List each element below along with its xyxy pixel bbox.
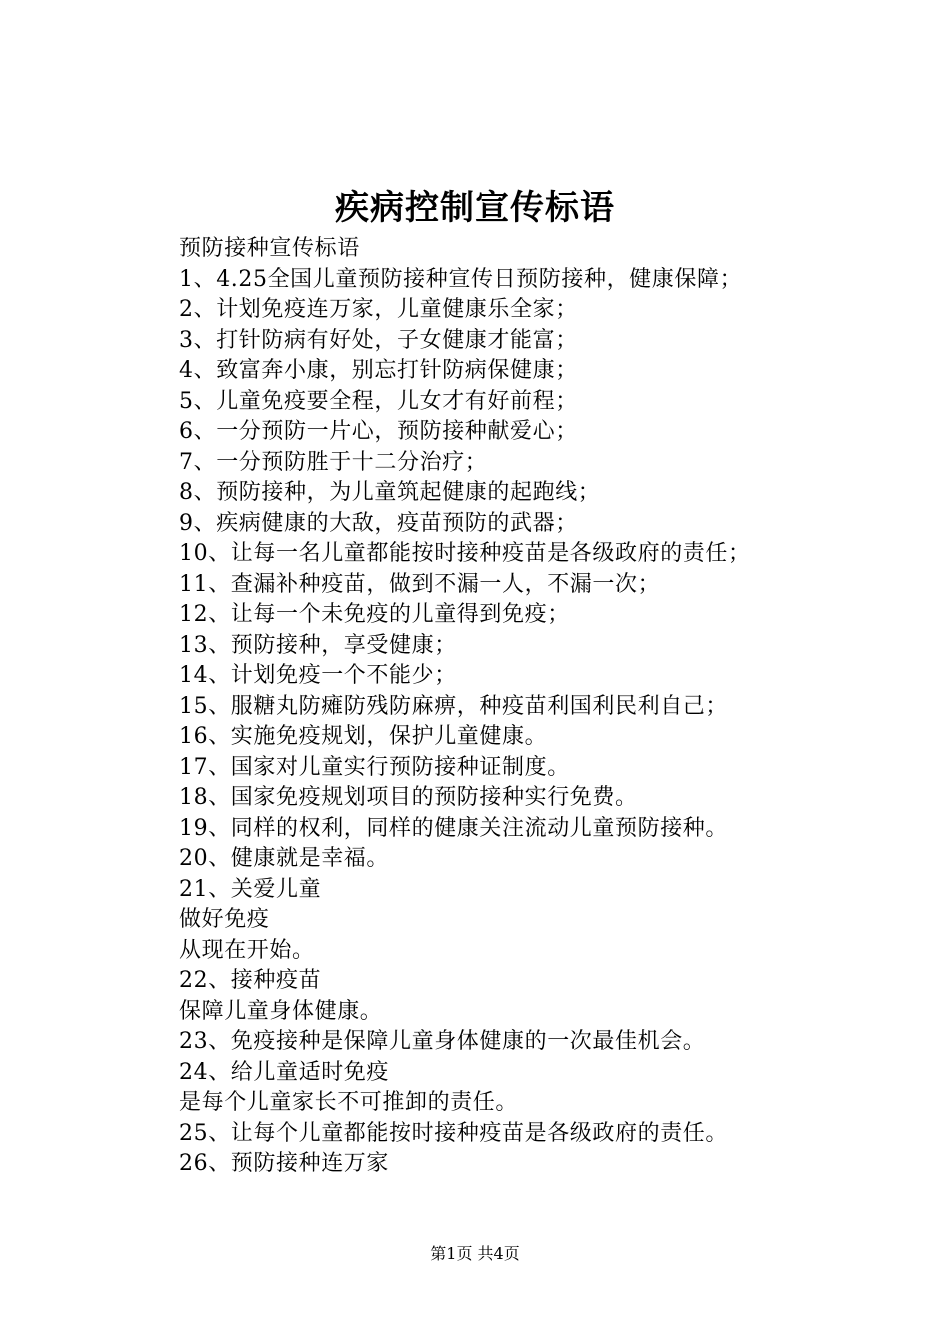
slogan-line: 是每个儿童家长不可推卸的责任。 <box>179 1090 519 1115</box>
slogan-line: 2、计划免疫连万家，儿童健康乐全家； <box>179 297 578 322</box>
slogan-line: 16、实施免疫规划，保护儿童健康。 <box>179 724 548 749</box>
document-title: 疾病控制宣传标语 <box>335 188 615 228</box>
slogan-line: 4、致富奔小康，别忘打针防病保健康； <box>179 358 578 383</box>
slogan-line: 3、打针防病有好处，子女健康才能富； <box>179 327 578 353</box>
page-footer: 第1页 共4页 <box>430 1244 520 1263</box>
slogan-line: 5、儿童免疫要全程，儿女才有好前程； <box>179 388 578 414</box>
slogan-line: 6、一分预防一片心，预防接种献爱心； <box>179 419 578 444</box>
slogan-line: 17、国家对儿童实行预防接种证制度。 <box>179 754 570 780</box>
slogan-list <box>179 234 919 1180</box>
slogan-line: 11、查漏补种疫苗，做到不漏一人，不漏一次； <box>179 571 661 597</box>
slogan-line: 15、服糖丸防瘫防残防麻痹，种疫苗利国利民利自己； <box>179 693 728 719</box>
slogan-line: 7、一分预防胜于十二分治疗； <box>179 449 488 475</box>
slogan-line: 18、国家免疫规划项目的预防接种实行免费。 <box>179 785 638 810</box>
slogan-line: 21、关爱儿童 <box>179 876 322 902</box>
slogan-line: 19、同样的权利，同样的健康关注流动儿童预防接种。 <box>179 815 728 841</box>
slogan-line: 做好免疫 <box>179 907 270 932</box>
slogan-line: 1、4.25全国儿童预防接种宣传日预防接种，健康保障； <box>179 266 743 292</box>
slogan-line: 10、让每一名儿童都能按时接种疫苗是各级政府的责任； <box>179 541 751 566</box>
slogan-line: 22、接种疫苗 <box>179 968 322 993</box>
slogan-line: 24、给儿童适时免疫 <box>179 1059 389 1085</box>
slogan-line: 26、预防接种连万家 <box>179 1151 389 1176</box>
slogan-line: 从现在开始。 <box>179 937 315 963</box>
slogan-line: 12、让每一个未免疫的儿童得到免疫； <box>179 602 570 627</box>
slogan-line: 14、计划免疫一个不能少； <box>179 663 457 688</box>
slogan-line: 保障儿童身体健康。 <box>179 998 383 1024</box>
slogan-line: 23、免疫接种是保障儿童身体健康的一次最佳机会。 <box>179 1029 706 1054</box>
slogan-line: 25、让每个儿童都能按时接种疫苗是各级政府的责任。 <box>179 1120 728 1146</box>
slogan-line: 13、预防接种，享受健康； <box>179 632 457 658</box>
section-heading: 预防接种宣传标语 <box>179 236 360 261</box>
slogan-line: 8、预防接种，为儿童筑起健康的起跑线； <box>179 480 601 505</box>
slogan-line: 9、疾病健康的大敌，疫苗预防的武器； <box>179 510 578 536</box>
slogan-line: 20、健康就是幸福。 <box>179 846 389 871</box>
